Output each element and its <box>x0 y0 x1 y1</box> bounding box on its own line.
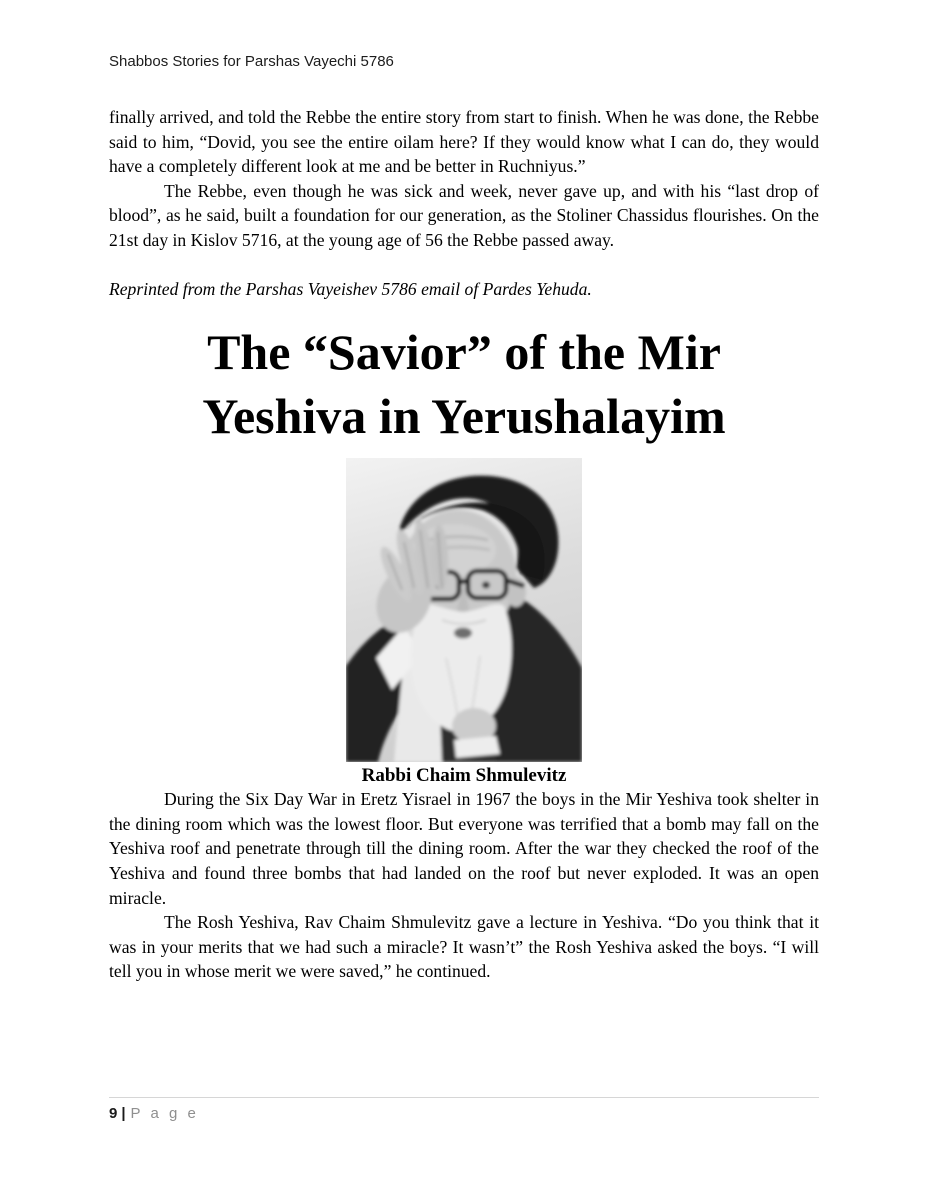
footer-page-label: P a g e <box>130 1105 199 1122</box>
rabbi-portrait-image <box>346 458 582 762</box>
article-title <box>109 320 819 448</box>
rabbi-portrait-figure <box>109 458 819 787</box>
paragraph: finally arrived, and told the Rebbe the entire story from start to finish. When he was done, the Rebbe said to him, “Dovid, you see the entire oilam here? If they would know what I can do, they would have a completely different look at me and be better in Ruchniyus.” <box>109 107 819 177</box>
article-title-line-1: The “Savior” of the Mir <box>207 324 721 381</box>
paragraph: The Rebbe, even though he was sick and week, never gave up, and with his “last drop of blood”, as he said, built a foundation for our generation, as the Stoliner Chassidus flourishes. On the 21st day in Kislov 5716, at the young age of 56 the Rebbe passed away. <box>109 180 819 250</box>
page-footer <box>109 1097 819 1122</box>
page-number: 9 <box>109 1105 118 1122</box>
page-header: Shabbos Stories for Parshas Vayechi 5786 <box>109 53 394 70</box>
photo-caption: Rabbi Chaim Shmulevitz <box>361 765 567 787</box>
document-body <box>109 105 819 984</box>
article-title-line-2: Yeshiva in Yerushalayim <box>202 388 726 445</box>
reprint-attribution: Reprinted from the Parshas Vayeishev 5786 email of Pardes Yehuda. <box>109 278 592 299</box>
paragraph: The Rosh Yeshiva, Rav Chaim Shmulevitz gave a lecture in Yeshiva. “Do you think that it was in your merits that we had such a miracle? It wasn’t” the Rosh Yeshiva asked the boys. “I will tell you in whose merit we were saved,” he continued. <box>109 912 819 982</box>
paragraph: During the Six Day War in Eretz Yisrael in 1967 the boys in the Mir Yeshiva took shelter in the dining room which was the lowest floor. But everyone was terrified that a bomb may fall on the Yeshiva roof and penetrate through till the dining room. After the war they checked the roof of the Yeshiva and found three bombs that had landed on the roof but never exploded. It was an open miracle. <box>109 789 819 908</box>
footer-divider: | <box>121 1105 126 1122</box>
